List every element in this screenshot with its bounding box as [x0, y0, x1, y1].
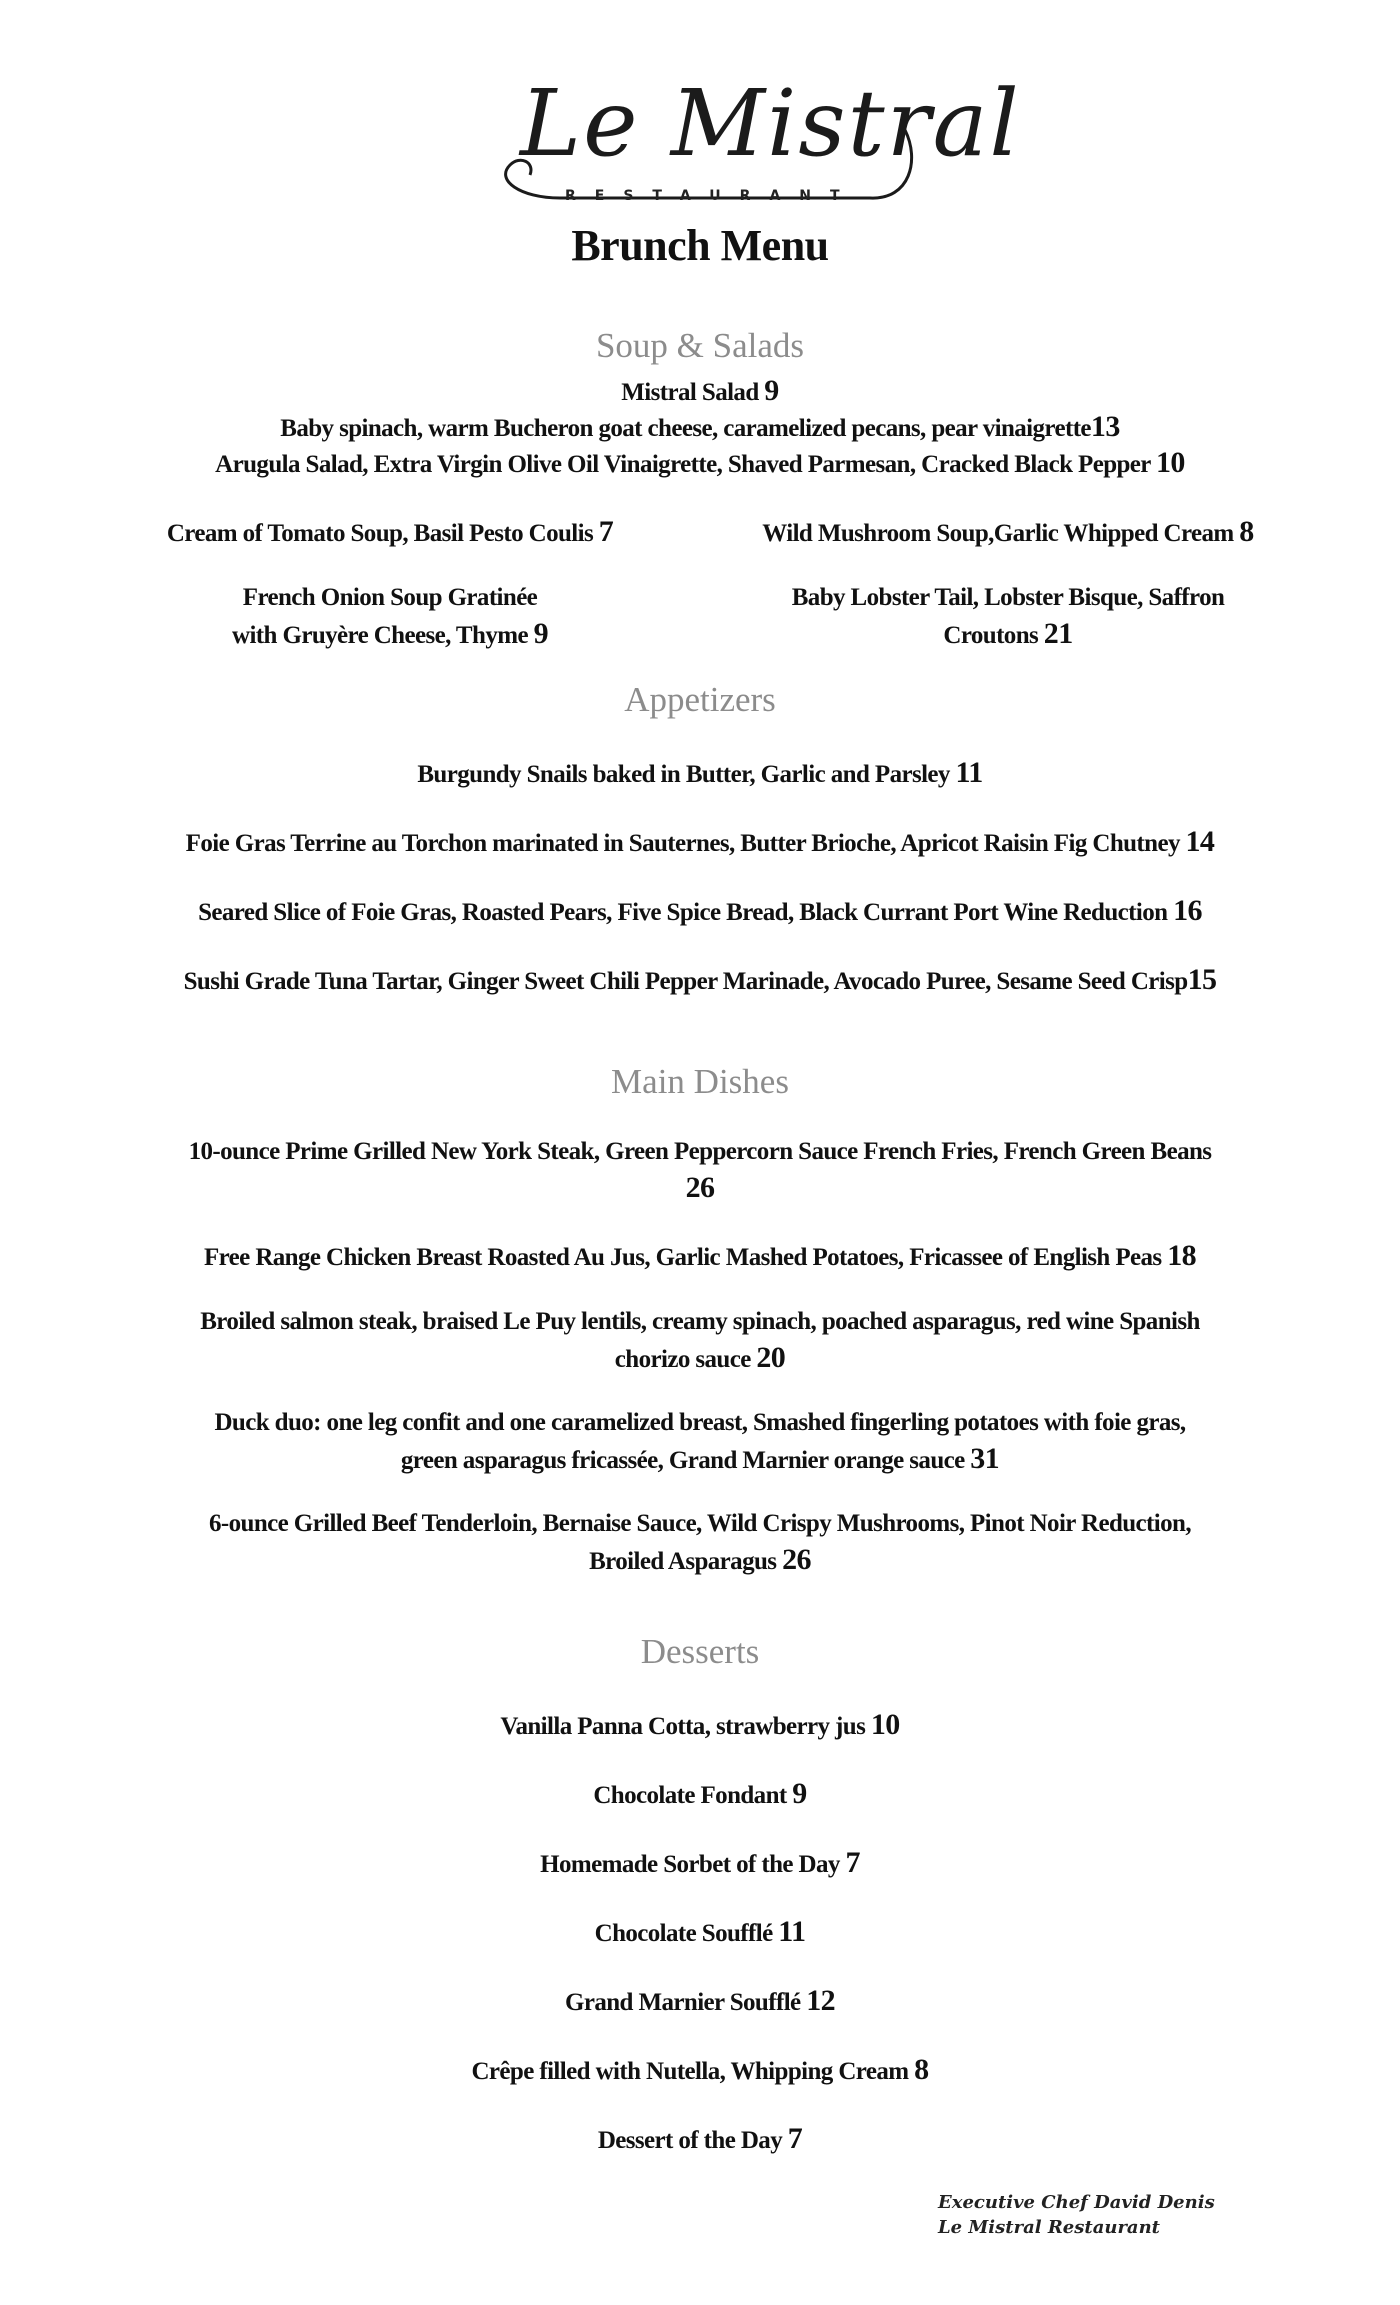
- item-price: 8: [1239, 515, 1254, 548]
- item-name-cont: chorizo sauce: [614, 1346, 757, 1373]
- section-heading-desserts: Desserts: [640, 1632, 760, 1671]
- menu-item: [110, 514, 670, 552]
- item-price: 20: [756, 1341, 786, 1374]
- item-price: 18: [1167, 1239, 1197, 1272]
- item-price: 16: [1173, 894, 1202, 927]
- item-name: Seared Slice of Foie Gras, Roasted Pears, Five Spice Bread, Black Currant Port Wine Reduction: [198, 899, 1174, 926]
- item-price: 10: [870, 1708, 900, 1741]
- menu-item: [0, 2053, 1400, 2087]
- item-name: French Onion Soup Gratinée: [242, 584, 538, 611]
- menu-item: [110, 580, 670, 654]
- section-heading-mains: Main Dishes: [611, 1062, 789, 1101]
- menu-item: [0, 1777, 1400, 1811]
- item-name: Cream of Tomato Soup, Basil Pesto Coulis: [166, 520, 599, 547]
- item-name: Arugula Salad, Extra Virgin Olive Oil Vinaigrette, Shaved Parmesan, Cracked Black Pepper: [215, 451, 1156, 478]
- item-price: 14: [1185, 825, 1215, 858]
- menu-item: [0, 825, 1400, 859]
- menu-item: [0, 1708, 1400, 1742]
- chef-name: Executive Chef David Denis: [938, 2192, 1215, 2213]
- section-heading-soups: Soup & Salads: [595, 326, 805, 365]
- section-heading-appetizers: Appetizers: [624, 680, 776, 719]
- item-price: 11: [955, 756, 983, 789]
- item-name: Duck duo: one leg confit and one caramelized breast, Smashed fingerling potatoes with foie gras,: [214, 1409, 1186, 1436]
- item-price: 26: [782, 1543, 811, 1576]
- menu-item: [0, 1238, 1400, 1276]
- menu-item: [0, 1304, 1400, 1378]
- logo-wordmark: Le Mistral: [520, 70, 1021, 177]
- item-name: Crêpe filled with Nutella, Whipping Cream: [471, 2058, 915, 2085]
- menu-item: [0, 963, 1400, 997]
- item-price: 9: [792, 1777, 807, 1810]
- item-price: 12: [806, 1984, 835, 2017]
- item-name: Wild Mushroom Soup,Garlic Whipped Cream: [762, 520, 1240, 547]
- item-name: Broiled salmon steak, braised Le Puy lentils, creamy spinach, poached asparagus, red wine Spanish: [200, 1308, 1200, 1335]
- item-name: Chocolate Fondant: [593, 1782, 793, 1809]
- item-name: Free Range Chicken Breast Roasted Au Jus, Garlic Mashed Potatoes, Fricassee of English Peas: [203, 1244, 1168, 1271]
- item-price: 26: [685, 1171, 715, 1204]
- item-name: Baby Lobster Tail, Lobster Bisque, Saffron: [791, 584, 1225, 611]
- item-price: 9: [764, 374, 779, 407]
- item-price: 10: [1156, 446, 1185, 479]
- page-title: Brunch Menu: [571, 221, 829, 270]
- restaurant-logo: [490, 70, 1021, 220]
- menu-item: [0, 756, 1400, 790]
- restaurant-name: Le Mistral Restaurant: [938, 2217, 1160, 2238]
- item-name: Baby spinach, warm Bucheron goat cheese, caramelized pecans, pear vinaigrette: [280, 415, 1091, 442]
- item-price: 9: [533, 617, 548, 650]
- item-price: 8: [914, 2053, 929, 2086]
- item-name: Homemade Sorbet of the Day: [540, 1851, 846, 1878]
- item-price: 11: [778, 1915, 806, 1948]
- item-name: Burgundy Snails baked in Butter, Garlic and Parsley: [417, 761, 956, 788]
- chef-signature: [938, 2190, 1215, 2240]
- item-name: Mistral Salad: [621, 379, 765, 406]
- item-name-cont: green asparagus fricassée, Grand Marnier orange sauce: [400, 1447, 971, 1474]
- menu-item: [0, 374, 1400, 408]
- item-price: 7: [598, 515, 614, 548]
- item-name: 6-ounce Grilled Beef Tenderloin, Bernaise Sauce, Wild Crispy Mushrooms, Pinot Noir Reduction,: [209, 1510, 1191, 1537]
- item-name: Dessert of the Day: [597, 2127, 788, 2154]
- menu-item: [0, 2122, 1400, 2156]
- item-price: 13: [1090, 410, 1120, 443]
- item-price: 21: [1043, 617, 1073, 650]
- item-name-cont: with Gruyère Cheese, Thyme: [232, 622, 534, 649]
- menu-item: [0, 1846, 1400, 1880]
- item-price: 7: [845, 1846, 860, 1879]
- item-name-cont: Croutons: [943, 622, 1044, 649]
- item-name: 10-ounce Prime Grilled New York Steak, Green Peppercorn Sauce French Fries, French Green Beans: [188, 1138, 1212, 1165]
- logo-subtitle: RESTAURANT: [565, 188, 859, 204]
- menu-item: [0, 1984, 1400, 2018]
- menu-item: [0, 446, 1400, 480]
- menu-item: [0, 410, 1400, 444]
- item-name: Grand Marnier Soufflé: [565, 1989, 807, 2016]
- item-price: 15: [1187, 963, 1217, 996]
- menu-item: [0, 1134, 1400, 1208]
- menu-item: [0, 1915, 1400, 1949]
- item-name: Sushi Grade Tuna Tartar, Ginger Sweet Chili Pepper Marinade, Avocado Puree, Sesame Seed Crisp: [183, 968, 1188, 995]
- menu-item: [728, 580, 1288, 654]
- menu-item: [0, 894, 1400, 928]
- item-name: Vanilla Panna Cotta, strawberry jus: [500, 1713, 871, 1740]
- item-name-cont: Broiled Asparagus: [589, 1548, 783, 1575]
- item-name: Foie Gras Terrine au Torchon marinated in Sauternes, Butter Brioche, Apricot Raisin Fig Chutney: [185, 830, 1186, 857]
- menu-item: [0, 1405, 1400, 1479]
- item-price: 31: [970, 1442, 1000, 1475]
- item-price: 7: [787, 2122, 803, 2155]
- menu-item: [0, 1506, 1400, 1580]
- menu-item: [728, 514, 1288, 552]
- item-name: Chocolate Soufflé: [594, 1920, 779, 1947]
